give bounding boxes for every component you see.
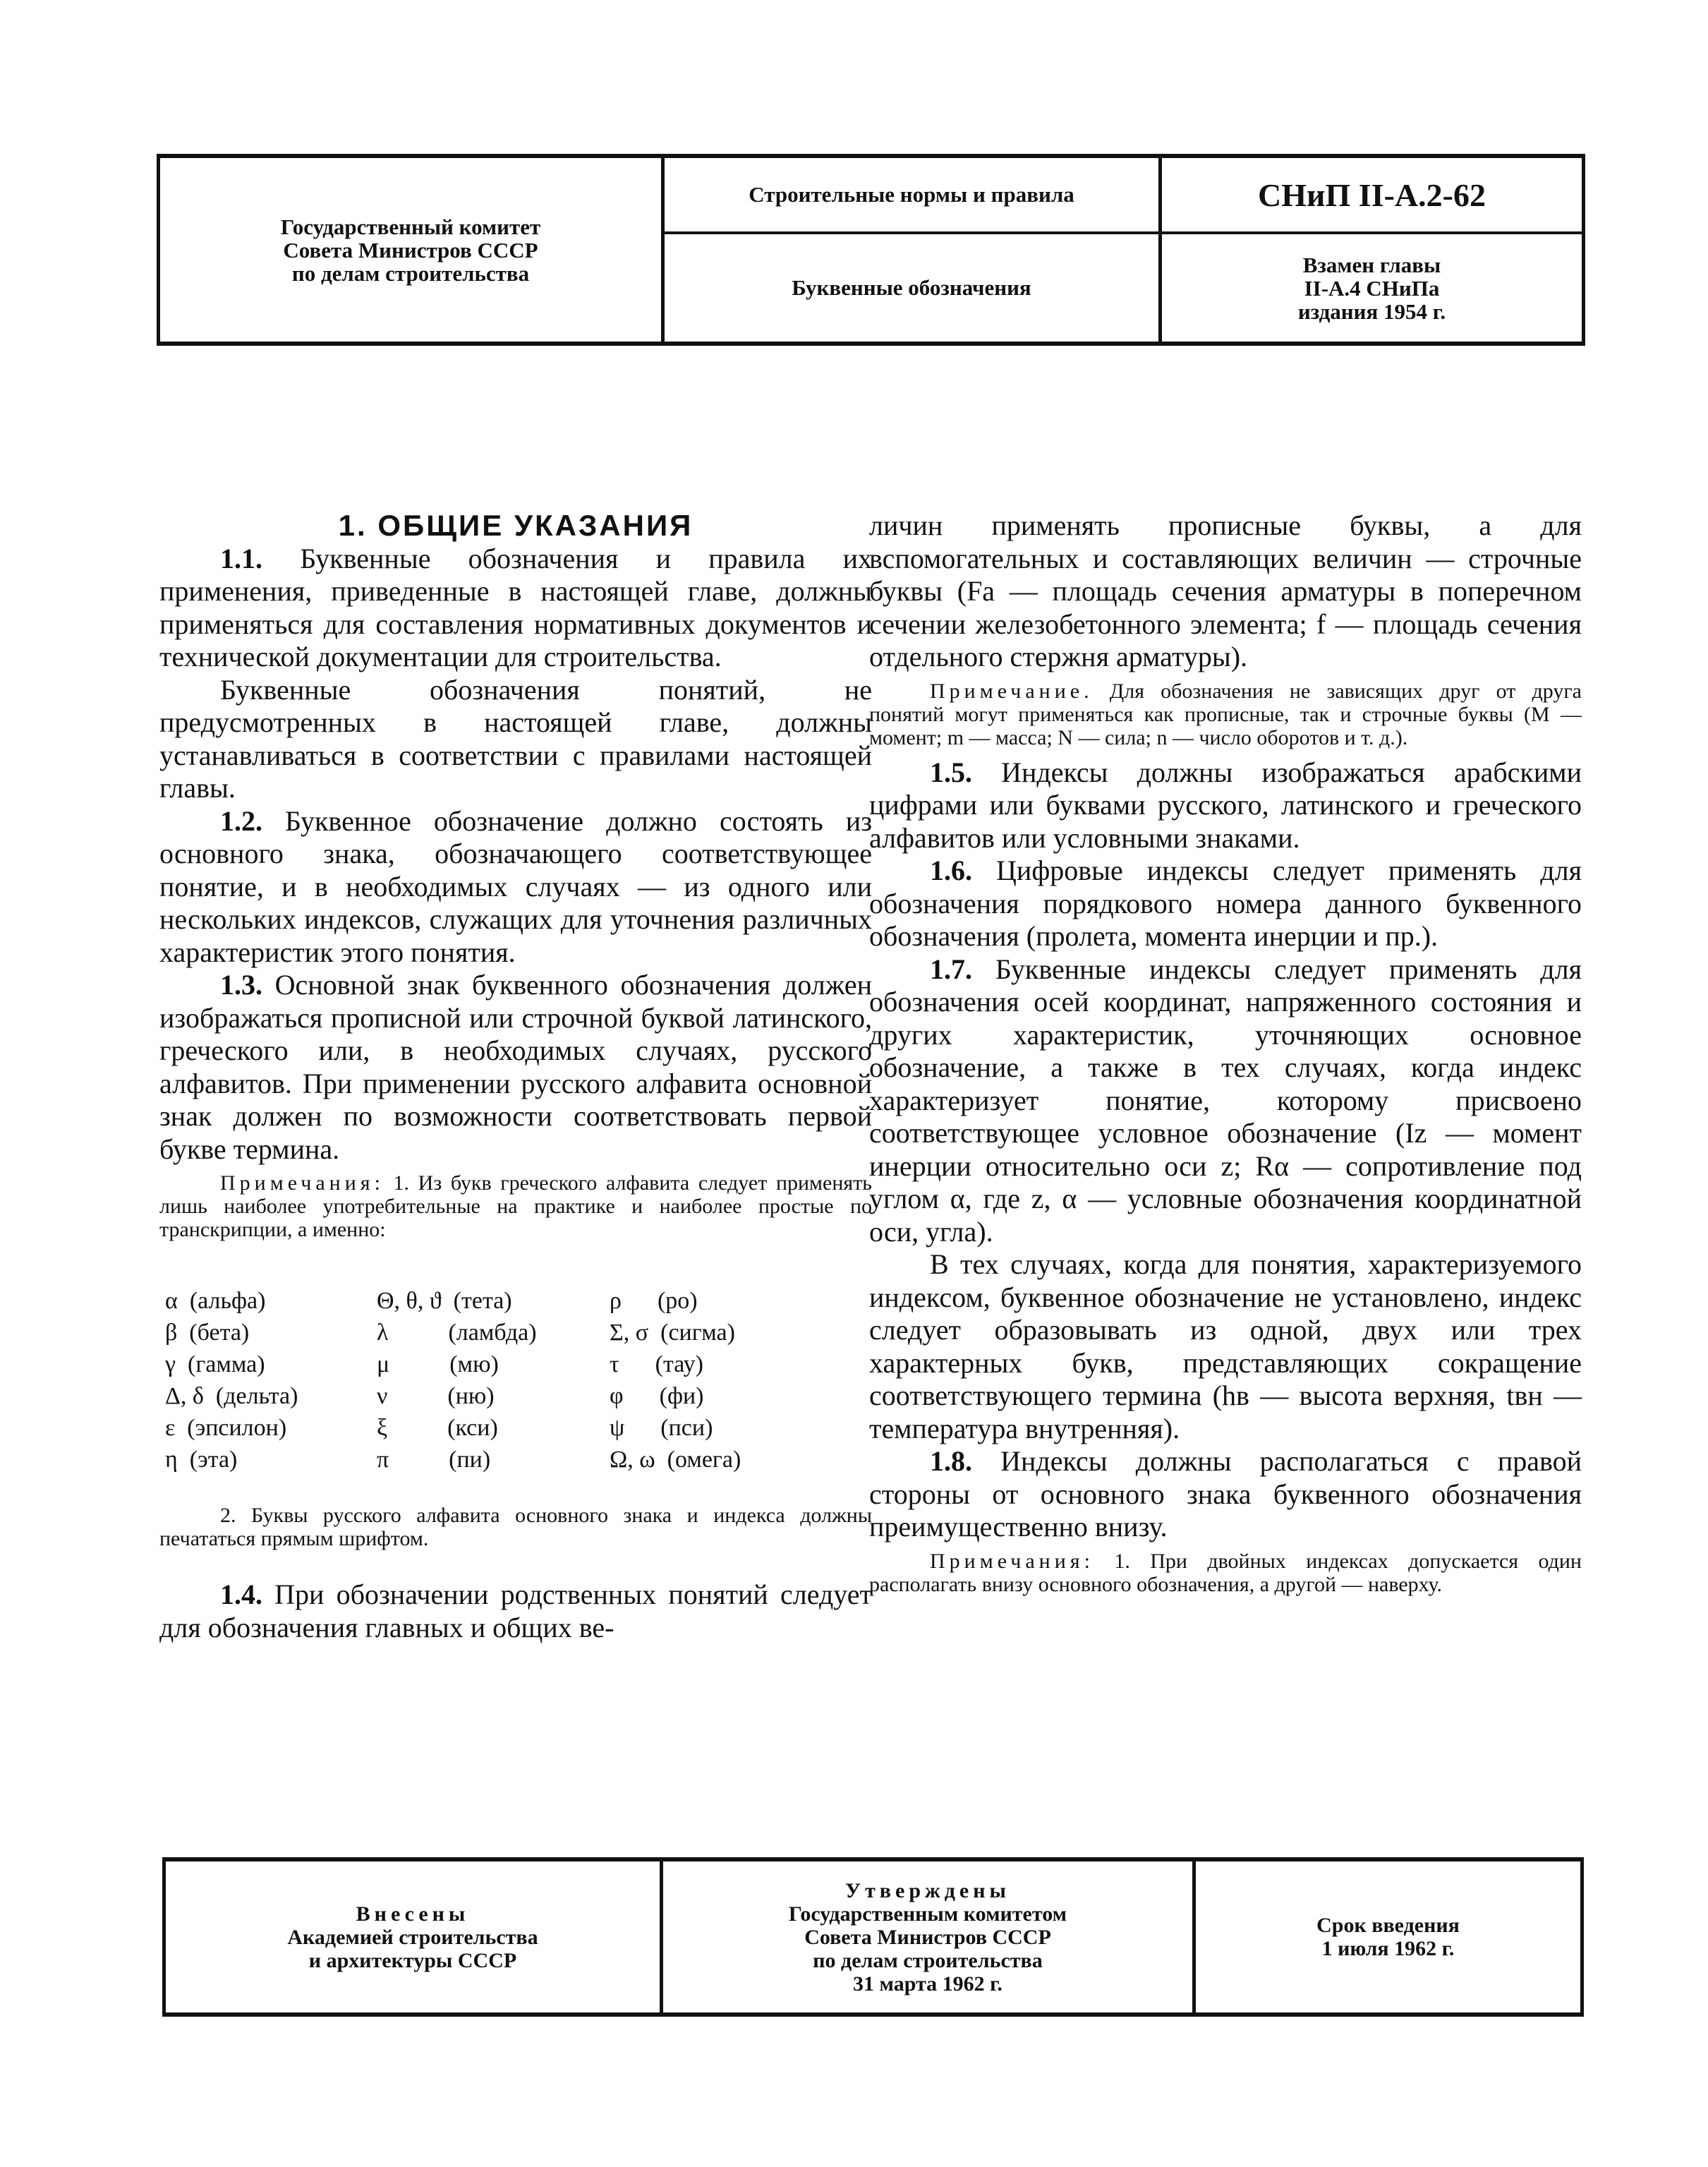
header-table	[157, 154, 1585, 346]
paragraph-1-5	[869, 756, 1582, 855]
left-column	[159, 509, 872, 1644]
right-column	[869, 509, 1582, 1603]
paragraph-text: Буквенные индексы следует применять для обозначения осей координат, напряженного состояния и других характеристик, уточняющих основное обозначение, а также в тех случаях, когда индекс характеризует понятие, которому присвоено соответствующее условное обозначение (Iz — момент инерции относительно оси z; Rα — сопротивление под углом α, где z, α — условные обозначения координатной оси, угла).	[869, 953, 1582, 1248]
paragraph-1-8	[869, 1445, 1582, 1544]
approved-by: Государственным комитетом Совета Министров СССР по делам строительства 31 марта 1962 г.	[788, 1902, 1067, 1996]
greek-entry: ξ (кси)	[377, 1415, 498, 1441]
paragraph-number: 1.5.	[930, 756, 972, 788]
paragraph-number: 1.3.	[220, 969, 262, 1001]
note-text: 1. При двойных индексах допускается один располагать внизу основного обозначения, а другой — наверху.	[869, 1549, 1582, 1596]
committee-name: Государственный комитет Совета Министров СССР по делам строительства	[280, 214, 541, 286]
paragraph-1-1	[159, 543, 872, 674]
paragraph-text: При обозначении родственных понятий следует для обозначения главных и общих ве-	[159, 1579, 872, 1643]
greek-entry: φ (фи)	[610, 1383, 704, 1409]
greek-entry: Δ, δ (дельта)	[165, 1383, 298, 1409]
greek-entry: μ (мю)	[377, 1351, 499, 1377]
note-russian: 2. Буквы русского алфавита основного знака и индекса должны печататься прямым шрифтом.	[159, 1504, 872, 1550]
greek-entry: α (альфа)	[165, 1288, 266, 1314]
note-label: Примечания:	[220, 1171, 384, 1195]
paragraph-1-6	[869, 855, 1582, 953]
greek-entry: Θ, θ, ϑ (тета)	[377, 1288, 512, 1314]
effective-date: Срок введения 1 июля 1962 г.	[1316, 1914, 1460, 1960]
paragraph-text: Индексы должны изображаться арабскими цифрами или буквами русского, латинского и греческого алфавитов или условными знаками.	[869, 756, 1582, 854]
paragraph-text: Индексы должны располагаться с правой стороны от основного знака буквенного обозначения преимущественно внизу.	[869, 1445, 1582, 1543]
divider	[1582, 158, 1585, 342]
paragraph-text: Буквенные обозначения и правила их применения, приведенные в настоящей главе, должны применяться для составления нормативных документов и технической документации для строительства.	[159, 542, 872, 672]
note-label: Примечания:	[930, 1549, 1094, 1573]
paragraph-text: Основной знак буквенного обозначения должен изображаться прописной или строчной буквой латинского, греческого или, в необходимых случаях, русского алфавитов. При применении русского алфавита основной знак должен по возможности соответствовать первой букве термина.	[159, 969, 872, 1165]
note-text: 1. Из букв греческого алфавита следует применять лишь наиболее употребительные на практике и наиболее простые по транскрипции, а именно:	[159, 1171, 872, 1241]
paragraph-number: 1.6.	[930, 855, 972, 886]
paragraph-1-7b: В тех случаях, когда для понятия, характеризуемого индексом, буквенное обозначение не установлено, индекс следует образовывать из одной, двух или трех характерных букв, представляющих сокращение соответствующего термина (hв — высота верхняя, tвн — температура внутренняя).	[869, 1248, 1582, 1444]
paragraph-number: 1.8.	[930, 1445, 972, 1477]
greek-entry: β (бета)	[165, 1320, 250, 1346]
document-subject: Буквенные обозначения	[792, 275, 1031, 300]
footer-table	[162, 1857, 1584, 2017]
paragraph-text: Буквенное обозначение должно состоять из основного знака, обозначающего соответствующее понятие, и в необходимых случаях — из одного или нескольких индексов, служащих для уточнения различных характеристик этого понятия.	[159, 804, 872, 968]
section-title: 1. ОБЩИЕ УКАЗАНИЯ	[338, 509, 694, 542]
introduced-block	[166, 1861, 660, 2012]
note-greek	[159, 1171, 872, 1241]
approved-block	[663, 1861, 1192, 2012]
paragraph-1-1b: Буквенные обозначения понятий, не предусмотренных в настоящей главе, должны устанавливаться в соответствии с правилами настоящей главы.	[159, 673, 872, 804]
note-indices	[869, 1550, 1582, 1596]
greek-entry: τ (тау)	[610, 1351, 703, 1377]
note-label: Примечание.	[930, 679, 1094, 703]
introduced-label: Внесены	[356, 1902, 470, 1926]
paragraph-1-7	[869, 953, 1582, 1249]
greek-entry: ε (эпсилон)	[165, 1415, 287, 1441]
paragraph-1-2	[159, 805, 872, 970]
approved-label: Утверждены	[845, 1878, 1010, 1902]
greek-entry: π (пи)	[377, 1447, 491, 1473]
greek-entry: ψ (пси)	[610, 1415, 713, 1441]
introduced-by: Академией строительства и архитектуры СССР	[287, 1925, 538, 1972]
greek-alphabet-table	[159, 1285, 872, 1475]
greek-entry: ν (ню)	[377, 1383, 495, 1409]
greek-entry: λ (ламбда)	[377, 1320, 537, 1346]
paragraph-text: Цифровые индексы следует применять для обозначения порядкового номера данного буквенного обозначения (пролета, момента инерции и пр.).	[869, 855, 1582, 952]
greek-entry: η (эта)	[165, 1447, 238, 1473]
greek-entry: Σ, σ (сигма)	[610, 1320, 735, 1346]
greek-entry: γ (гамма)	[165, 1351, 265, 1377]
document-series: Строительные нормы и правила	[749, 182, 1074, 207]
replaces-note: Взамен главы II-А.4 СНиПа издания 1954 г.	[1297, 252, 1446, 324]
paragraph-number: 1.2.	[220, 804, 262, 837]
paragraph-number: 1.7.	[930, 953, 972, 985]
paragraph-number: 1.4.	[220, 1579, 262, 1610]
paragraph-number: 1.1.	[220, 542, 262, 574]
greek-entry: Ω, ω (омега)	[610, 1447, 741, 1473]
document-code: СНиП II-А.2-62	[1258, 176, 1486, 213]
paragraph-1-3	[159, 969, 872, 1166]
note-text: Для обозначения не зависящих друг от друга понятий могут применяться как прописные, так и строчные буквы (M — момент; m — масса; N — сила; n — число оборотов и т. д.).	[869, 679, 1582, 749]
paragraph-1-4	[159, 1579, 872, 1644]
greek-entry: ρ (ро)	[610, 1288, 698, 1314]
divider	[1580, 1861, 1584, 2012]
note-case	[869, 680, 1582, 749]
paragraph-1-4-continued: личин применять прописные буквы, а для вспомогательных и составляющих величин — строчные буквы (Fа — площадь сечения арматуры в поперечном сечении железобетонного элемента; f — площадь сечения отдельного стержня арматуры).	[869, 509, 1582, 672]
